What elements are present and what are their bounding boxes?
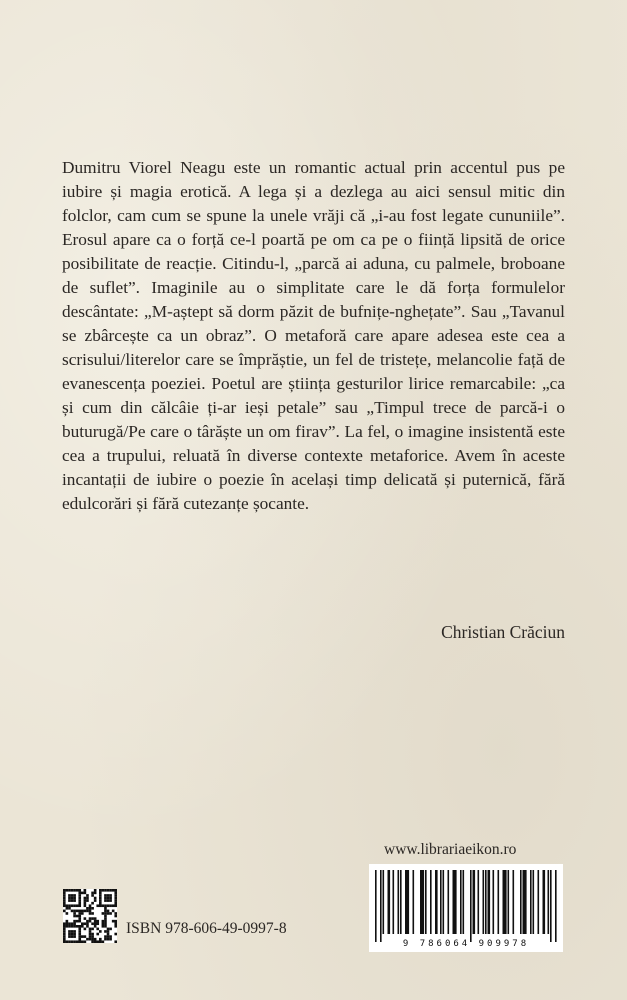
qr-module	[96, 922, 99, 925]
qr-module	[68, 889, 71, 892]
qr-module	[91, 922, 94, 925]
qr-module	[107, 894, 110, 897]
qr-module	[89, 928, 92, 931]
barcode-bar	[383, 870, 385, 934]
qr-module	[73, 889, 76, 892]
qr-module	[96, 940, 99, 943]
qr-module	[104, 925, 107, 928]
qr-module	[114, 915, 117, 918]
barcode-bar	[425, 870, 427, 934]
qr-module	[109, 938, 112, 941]
barcode-bar	[388, 870, 391, 934]
qr-module	[84, 892, 87, 895]
qr-module	[66, 907, 69, 910]
qr-module	[71, 930, 74, 933]
qr-module	[99, 899, 102, 902]
qr-module	[76, 925, 79, 928]
qr-module	[78, 910, 81, 913]
qr-module	[78, 920, 81, 923]
barcode-bar	[503, 870, 506, 934]
qr-module	[94, 922, 97, 925]
qr-module	[73, 933, 76, 936]
qr-module	[104, 899, 107, 902]
qr-module	[104, 894, 107, 897]
qr-code-icon	[63, 889, 117, 943]
qr-module	[104, 917, 107, 920]
barcode-bar	[430, 870, 432, 934]
barcode-bar	[538, 870, 540, 934]
qr-module	[104, 922, 107, 925]
qr-module	[99, 904, 102, 907]
qr-module	[78, 917, 81, 920]
qr-module	[73, 922, 76, 925]
blurb-text: Dumitru Viorel Neagu este un romantic actual prin accentul pus pe iubire și magia erotică. A lega și a dezlega au aici sensul mitic din folclor, cam cum se spune la unele vrăji că „i-au fost legate cununiile”. Erosul apare ca o forță ce-l poartă pe om ca pe o ființă lipsită de orice posibilitate de reacție. Citindu-l, „parcă ai aduna, cu palmele, broboane de suflet”. Imaginile au o simplitate care le dă forța formulelor descântate: „M-aștept să dorm păzit de bufnițe-nghețate”. Sau „Tavanul se zbârcește ca un obraz”. O metaforă care apare adesea este cea a scrisului/literelor care se împrăștie, un fel de tristețe, melancolie față de evanescența poeziei. Poetul are știința gesturilor lirice remarcabile: „ca și cum din călcâie ți-ar ieși petale” sau „Timpul trece de parcă-i o buturugă/Pe care o târăște un om firav”. La fel, o imagine insistentă este cea a trupului, reluată în diverse contexte metaforice. Avem în aceste incantații de iubire o poezie în același timp delicată și puternică, fără edulcorări și fără cutezanțe șocante.	[62, 158, 565, 513]
qr-module	[71, 940, 74, 943]
qr-module	[71, 935, 74, 938]
barcode-bar	[473, 870, 476, 934]
qr-module	[96, 928, 99, 931]
qr-module	[89, 935, 92, 938]
qr-module	[73, 930, 76, 933]
qr-module	[114, 925, 117, 928]
qr-module	[78, 894, 81, 897]
barcode-bar	[483, 870, 485, 934]
qr-module	[104, 889, 107, 892]
qr-module	[112, 904, 115, 907]
qr-module	[63, 889, 66, 892]
qr-module	[68, 897, 71, 900]
qr-module	[104, 930, 107, 933]
qr-module	[68, 922, 71, 925]
qr-module	[86, 899, 89, 902]
qr-module	[66, 922, 69, 925]
barcode-bar	[508, 870, 510, 934]
qr-module	[102, 904, 105, 907]
qr-module	[73, 894, 76, 897]
qr-module	[84, 902, 87, 905]
barcode-bar	[453, 870, 456, 934]
qr-module	[114, 894, 117, 897]
qr-module	[71, 897, 74, 900]
qr-module	[68, 907, 71, 910]
barcode-icon	[369, 864, 563, 952]
qr-module	[63, 933, 66, 936]
qr-module	[71, 925, 74, 928]
qr-module	[81, 940, 84, 943]
barcode-bar	[408, 870, 410, 934]
qr-module	[66, 912, 69, 915]
qr-module	[114, 899, 117, 902]
qr-module	[102, 922, 105, 925]
qr-module	[107, 889, 110, 892]
qr-module	[99, 938, 102, 941]
website-url: www.librariaeikon.ro	[384, 841, 517, 858]
qr-module	[107, 938, 110, 941]
qr-module	[68, 933, 71, 936]
qr-module	[73, 925, 76, 928]
barcode-bar	[505, 870, 507, 934]
qr-module	[99, 892, 102, 895]
qr-module	[96, 933, 99, 936]
qr-module	[63, 940, 66, 943]
qr-module	[86, 938, 89, 941]
qr-module	[63, 938, 66, 941]
qr-module	[76, 904, 79, 907]
qr-module	[78, 925, 81, 928]
qr-module	[91, 938, 94, 941]
qr-module	[107, 904, 110, 907]
qr-module	[86, 922, 89, 925]
qr-module	[89, 907, 92, 910]
barcode-bar	[523, 870, 526, 934]
qr-module	[73, 910, 76, 913]
qr-module	[63, 930, 66, 933]
qr-module	[78, 904, 81, 907]
qr-module	[94, 925, 97, 928]
qr-module	[84, 917, 87, 920]
qr-module	[68, 930, 71, 933]
qr-module	[76, 915, 79, 918]
qr-module	[107, 899, 110, 902]
qr-module	[104, 920, 107, 923]
barcode-bar	[548, 870, 550, 934]
qr-module	[63, 902, 66, 905]
qr-module	[104, 897, 107, 900]
qr-module	[107, 935, 110, 938]
barcode-bar	[485, 870, 487, 934]
qr-module	[89, 912, 92, 915]
qr-module	[94, 897, 97, 900]
qr-module	[63, 897, 66, 900]
qr-module	[104, 915, 107, 918]
qr-module	[84, 928, 87, 931]
qr-module	[68, 904, 71, 907]
qr-module	[102, 889, 105, 892]
qr-module	[84, 889, 87, 892]
barcode-bar	[380, 870, 382, 942]
qr-module	[86, 907, 89, 910]
qr-module	[78, 912, 81, 915]
barcode-bar	[513, 870, 515, 934]
qr-module	[99, 897, 102, 900]
barcode-bar	[440, 870, 442, 934]
qr-module	[99, 902, 102, 905]
qr-module	[114, 920, 117, 923]
qr-module	[76, 940, 79, 943]
qr-module	[109, 894, 112, 897]
barcode-bar	[543, 870, 546, 934]
qr-module	[94, 917, 97, 920]
qr-module	[68, 935, 71, 938]
qr-module	[81, 892, 84, 895]
qr-module	[91, 928, 94, 931]
qr-module	[63, 904, 66, 907]
qr-module	[89, 910, 92, 913]
qr-module	[73, 904, 76, 907]
qr-module	[109, 897, 112, 900]
barcode-bar	[413, 870, 415, 934]
qr-module	[107, 910, 110, 913]
qr-module	[89, 933, 92, 936]
qr-module	[86, 910, 89, 913]
qr-module	[84, 899, 87, 902]
barcode-bar	[460, 870, 462, 934]
qr-module	[104, 904, 107, 907]
qr-module	[71, 889, 74, 892]
qr-module	[63, 935, 66, 938]
barcode-bar	[488, 870, 491, 934]
qr-module	[99, 894, 102, 897]
qr-module	[91, 917, 94, 920]
barcode-bar	[470, 870, 472, 942]
barcode-bar	[375, 870, 377, 942]
qr-module	[104, 907, 107, 910]
qr-module	[91, 894, 94, 897]
qr-module	[78, 892, 81, 895]
qr-module	[84, 935, 87, 938]
qr-module	[104, 912, 107, 915]
qr-module	[84, 940, 87, 943]
qr-module	[86, 897, 89, 900]
barcode-bar	[420, 870, 423, 934]
qr-module	[63, 910, 66, 913]
qr-module	[78, 889, 81, 892]
qr-module	[91, 940, 94, 943]
qr-module	[71, 899, 74, 902]
qr-module	[68, 925, 71, 928]
barcode-bar	[525, 870, 527, 934]
qr-module	[94, 938, 97, 941]
barcode-bar	[455, 870, 457, 934]
qr-module	[114, 933, 117, 936]
qr-module	[104, 938, 107, 941]
qr-module	[81, 910, 84, 913]
qr-module	[81, 912, 84, 915]
qr-module	[96, 920, 99, 923]
qr-module	[109, 912, 112, 915]
qr-module	[63, 925, 66, 928]
barcode-bar	[448, 870, 450, 934]
qr-module	[114, 904, 117, 907]
qr-module	[78, 928, 81, 931]
qr-module	[66, 925, 69, 928]
qr-module	[114, 902, 117, 905]
qr-module	[66, 940, 69, 943]
qr-module	[91, 892, 94, 895]
author-name: Christian Crăciun	[441, 622, 565, 642]
qr-module	[78, 915, 81, 918]
qr-module	[109, 889, 112, 892]
qr-module	[78, 933, 81, 936]
qr-module	[94, 892, 97, 895]
barcode-bar	[393, 870, 395, 934]
qr-module	[107, 897, 110, 900]
barcode-bar	[530, 870, 532, 934]
qr-module	[78, 930, 81, 933]
qr-module	[114, 940, 117, 943]
qr-module	[71, 933, 74, 936]
qr-module	[78, 902, 81, 905]
qr-module	[84, 922, 87, 925]
qr-module	[73, 899, 76, 902]
barcode-bar	[478, 870, 480, 934]
qr-module	[107, 928, 110, 931]
qr-module	[76, 920, 79, 923]
qr-module	[66, 904, 69, 907]
barcode-bar	[443, 870, 445, 934]
qr-module	[107, 930, 110, 933]
barcode-bar	[550, 870, 552, 942]
barcode-bar	[493, 870, 495, 934]
qr-module	[73, 940, 76, 943]
qr-module	[102, 940, 105, 943]
qr-module	[78, 897, 81, 900]
qr-module	[114, 889, 117, 892]
qr-module	[78, 938, 81, 941]
qr-module	[76, 910, 79, 913]
qr-module	[99, 930, 102, 933]
qr-module	[66, 889, 69, 892]
barcode-bar	[533, 870, 535, 934]
qr-module	[71, 922, 74, 925]
qr-module	[109, 928, 112, 931]
qr-module	[73, 935, 76, 938]
qr-module	[91, 907, 94, 910]
qr-module	[81, 935, 84, 938]
qr-module	[63, 928, 66, 931]
qr-module	[91, 935, 94, 938]
qr-module	[86, 920, 89, 923]
qr-module	[78, 935, 81, 938]
qr-module	[107, 933, 110, 936]
qr-module	[91, 933, 94, 936]
qr-module	[84, 910, 87, 913]
qr-module	[114, 912, 117, 915]
barcode-bar	[520, 870, 522, 934]
qr-module	[84, 897, 87, 900]
qr-module	[109, 904, 112, 907]
qr-module	[81, 925, 84, 928]
isbn-number: ISBN 978-606-49-0997-8	[126, 920, 287, 937]
qr-module	[94, 899, 97, 902]
barcode-bar	[423, 870, 425, 934]
qr-module	[63, 899, 66, 902]
qr-module	[73, 897, 76, 900]
qr-module	[89, 930, 92, 933]
qr-module	[99, 889, 102, 892]
qr-module	[63, 894, 66, 897]
qr-module	[78, 940, 81, 943]
qr-module	[63, 892, 66, 895]
barcode-bar	[435, 870, 438, 934]
qr-module	[114, 897, 117, 900]
qr-module	[81, 922, 84, 925]
qr-module	[102, 925, 105, 928]
qr-module	[76, 889, 79, 892]
qr-module	[89, 917, 92, 920]
qr-module	[78, 899, 81, 902]
qr-module	[91, 902, 94, 905]
qr-module	[104, 910, 107, 913]
qr-module	[94, 920, 97, 923]
qr-module	[89, 920, 92, 923]
qr-module	[109, 935, 112, 938]
qr-module	[86, 925, 89, 928]
barcode-bar	[463, 870, 465, 934]
qr-module	[68, 940, 71, 943]
qr-module	[114, 892, 117, 895]
qr-module	[112, 910, 115, 913]
qr-module	[73, 915, 76, 918]
barcode-bar	[555, 870, 557, 942]
qr-module	[114, 922, 117, 925]
barcode-bar	[400, 870, 402, 934]
qr-module	[102, 912, 105, 915]
qr-module	[84, 904, 87, 907]
qr-module	[63, 922, 66, 925]
qr-module	[66, 920, 69, 923]
barcode-bar	[405, 870, 408, 934]
qr-module	[71, 910, 74, 913]
qr-module	[89, 938, 92, 941]
qr-module	[91, 912, 94, 915]
qr-module	[107, 912, 110, 915]
barcode-digits: 9 786064 909978	[402, 939, 530, 949]
qr-module	[109, 899, 112, 902]
qr-module	[73, 920, 76, 923]
qr-module	[99, 940, 102, 943]
qr-module	[71, 894, 74, 897]
qr-module	[112, 920, 115, 923]
barcode-bar	[398, 870, 400, 934]
qr-module	[89, 904, 92, 907]
qr-module	[104, 935, 107, 938]
qr-module	[86, 894, 89, 897]
qr-module	[68, 894, 71, 897]
qr-module	[73, 912, 76, 915]
qr-module	[71, 904, 74, 907]
qr-module	[102, 920, 105, 923]
qr-module	[96, 904, 99, 907]
qr-module	[94, 940, 97, 943]
barcode-bar	[498, 870, 500, 934]
qr-module	[94, 889, 97, 892]
qr-module	[68, 899, 71, 902]
qr-module	[112, 889, 115, 892]
